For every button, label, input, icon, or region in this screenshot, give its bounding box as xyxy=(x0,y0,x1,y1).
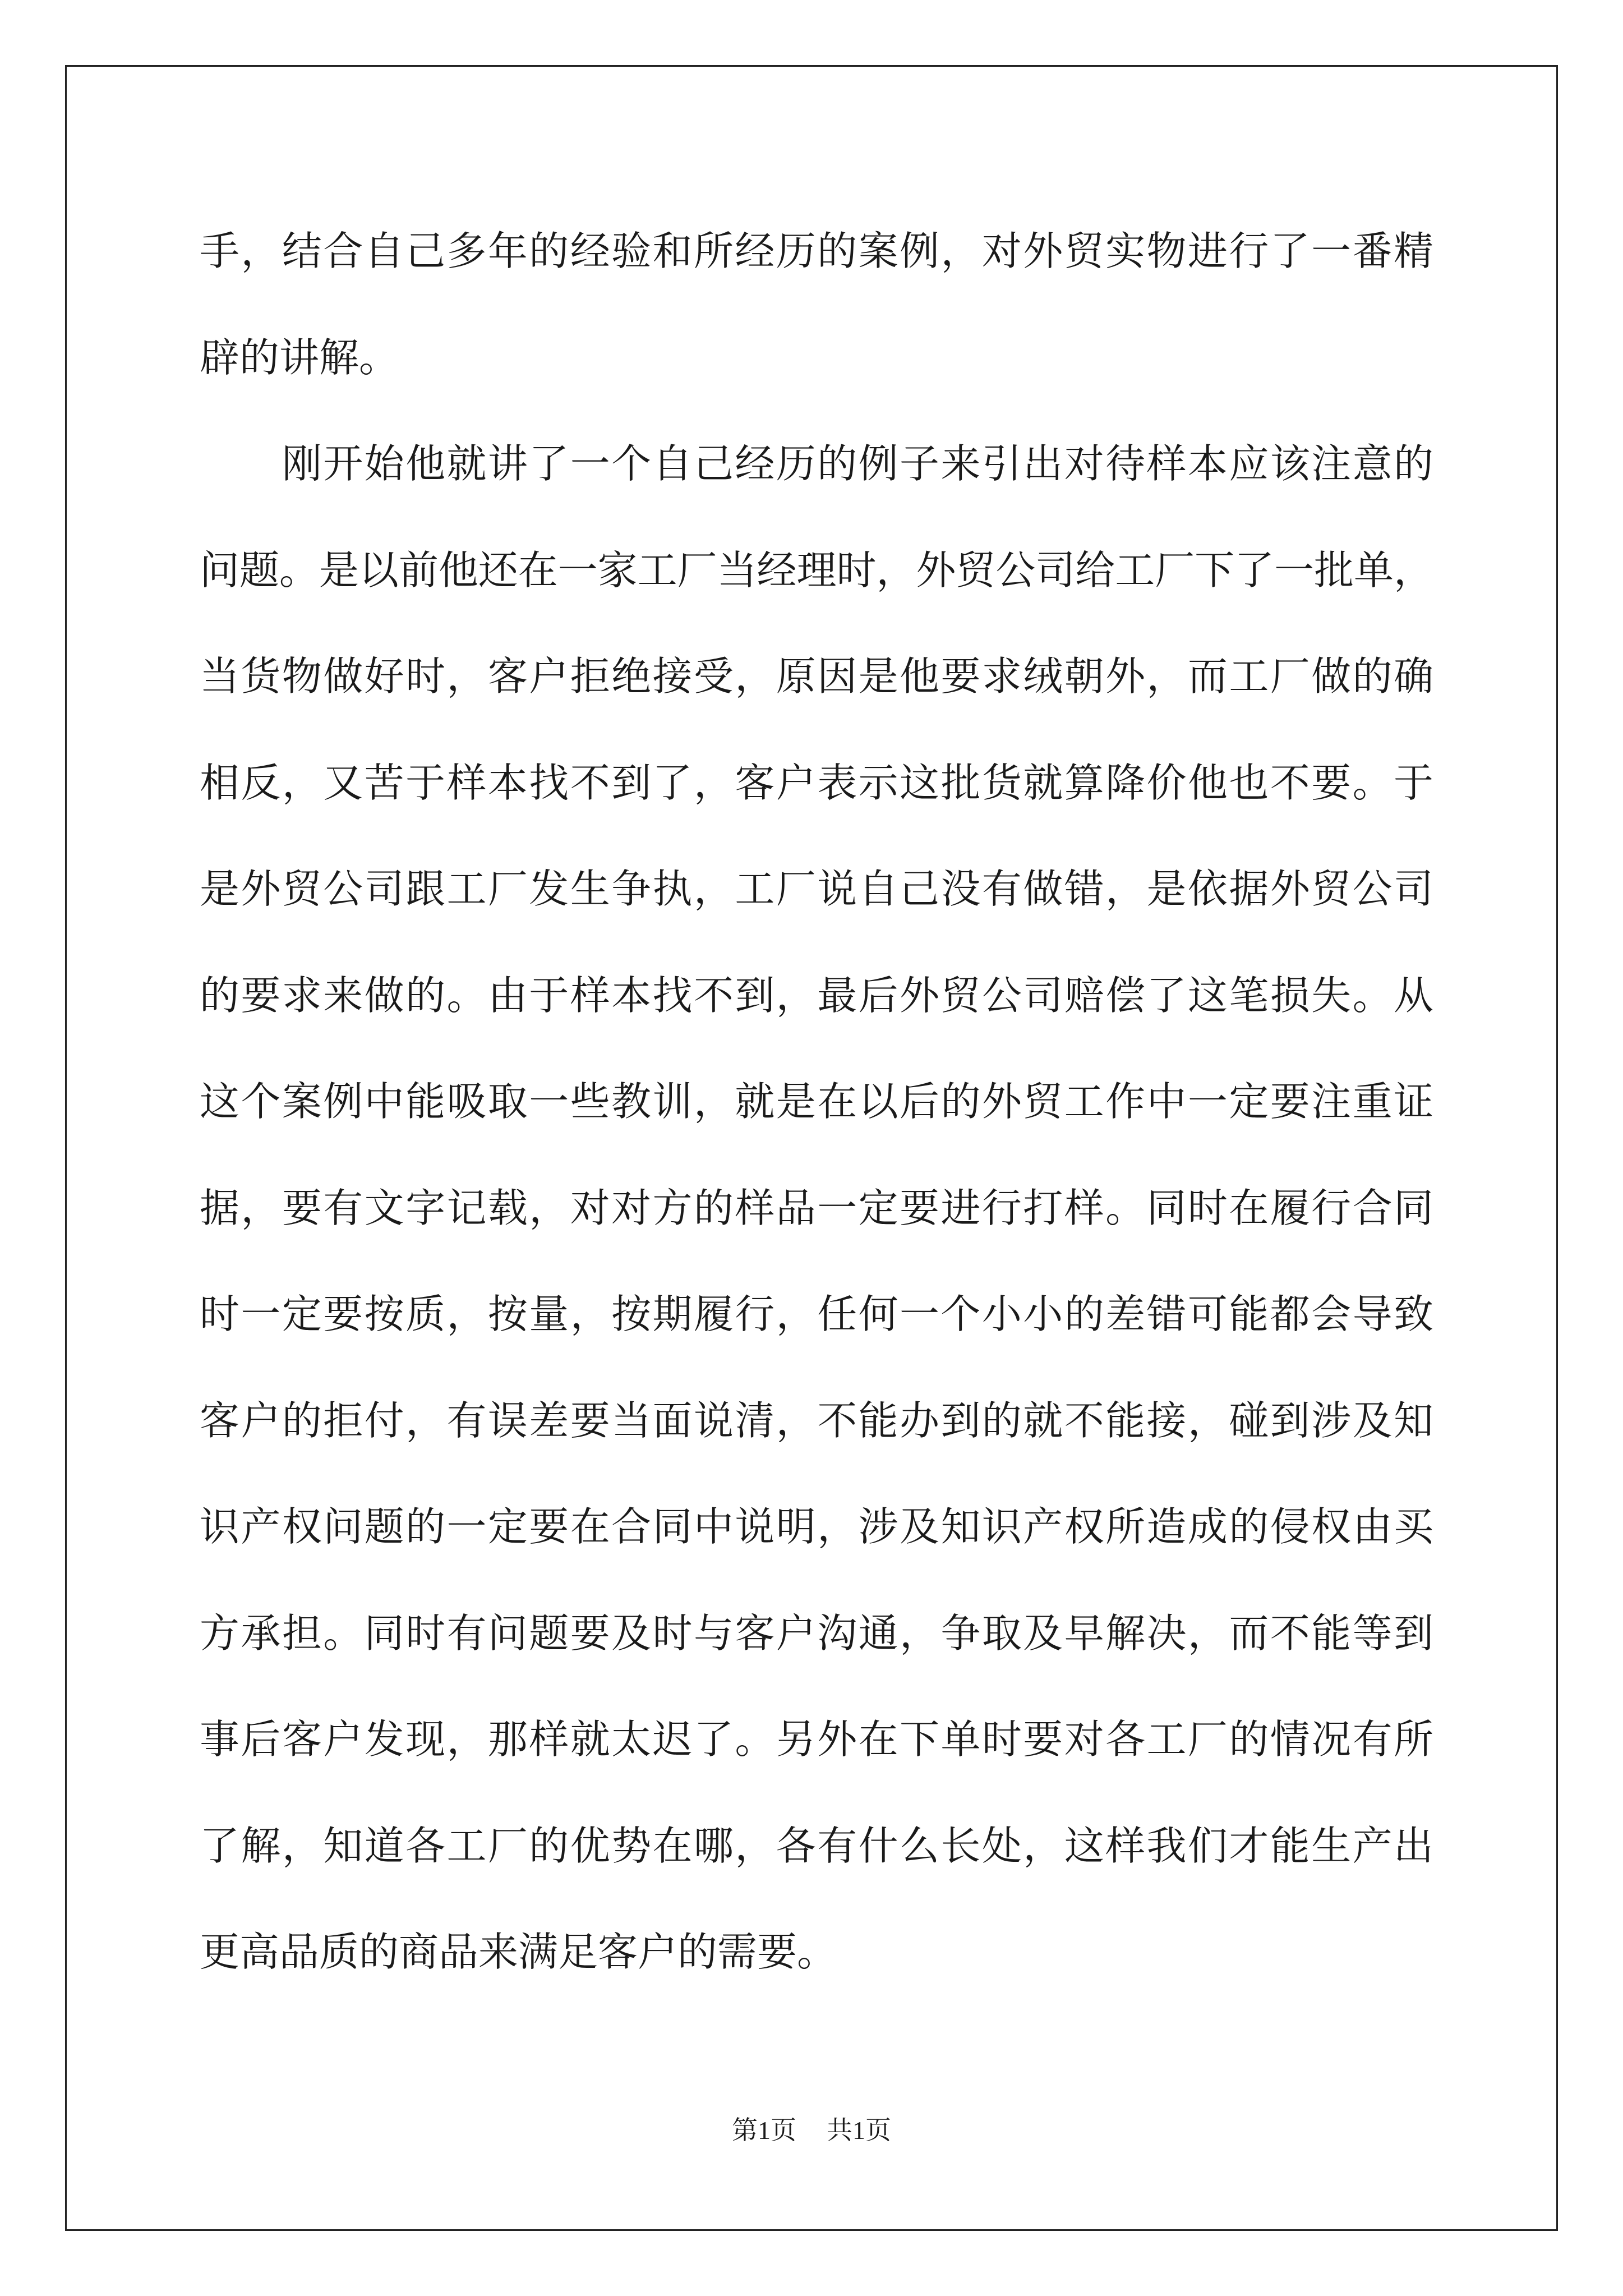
text-line: 据，要有文字记载，对对方的样品一定要进行打样。同时在履行合同 xyxy=(200,1184,1435,1231)
page-footer xyxy=(0,2114,1623,2147)
page-number: 第1页 xyxy=(732,2116,796,2145)
text-line: 事后客户发现，那样就太迟了。另外在下单时要对各工厂的情况有所 xyxy=(200,1716,1435,1763)
text-line: 这个案例中能吸取一些教训，就是在以后的外贸工作中一定要注重证 xyxy=(200,1078,1435,1125)
page-total: 共1页 xyxy=(827,2116,891,2145)
text-line: 时一定要按质，按量，按期履行，任何一个小小的差错可能都会导致 xyxy=(200,1291,1435,1337)
text-line: 当货物做好时，客户拒绝接受，原因是他要求绒朝外，而工厂做的确 xyxy=(200,653,1435,700)
text-line: 问题。是以前他还在一家工厂当经理时，外贸公司给工厂下了一批单， xyxy=(200,546,1433,593)
text-line: 客户的拒付，有误差要当面说清，不能办到的就不能接，碰到涉及知 xyxy=(200,1397,1435,1444)
text-line: 了解，知道各工厂的优势在哪，各有什么长处，这样我们才能生产出 xyxy=(200,1822,1435,1869)
text-line: 的要求来做的。由于样本找不到，最后外贸公司赔偿了这笔损失。从 xyxy=(200,972,1435,1019)
text-line: 更高品质的商品来满足客户的需要。 xyxy=(200,1929,837,1975)
text-line: 刚开始他就讲了一个自己经历的例子来引出对待样本应该注意的 xyxy=(200,440,1435,487)
text-line: 是外贸公司跟工厂发生争执，工厂说自己没有做错，是依据外贸公司 xyxy=(200,866,1435,912)
text-line: 相反，又苦于样本找不到了，客户表示这批货就算降价他也不要。于 xyxy=(200,759,1435,806)
text-line: 方承担。同时有问题要及时与客户沟通，争取及早解决，而不能等到 xyxy=(200,1609,1435,1657)
text-line: 识产权问题的一定要在合同中说明，涉及知识产权所造成的侵权由买 xyxy=(200,1503,1435,1550)
text-line: 辟的讲解。 xyxy=(200,334,399,381)
text-line: 手，结合自己多年的经验和所经历的案例，对外贸实物进行了一番精 xyxy=(200,228,1435,274)
